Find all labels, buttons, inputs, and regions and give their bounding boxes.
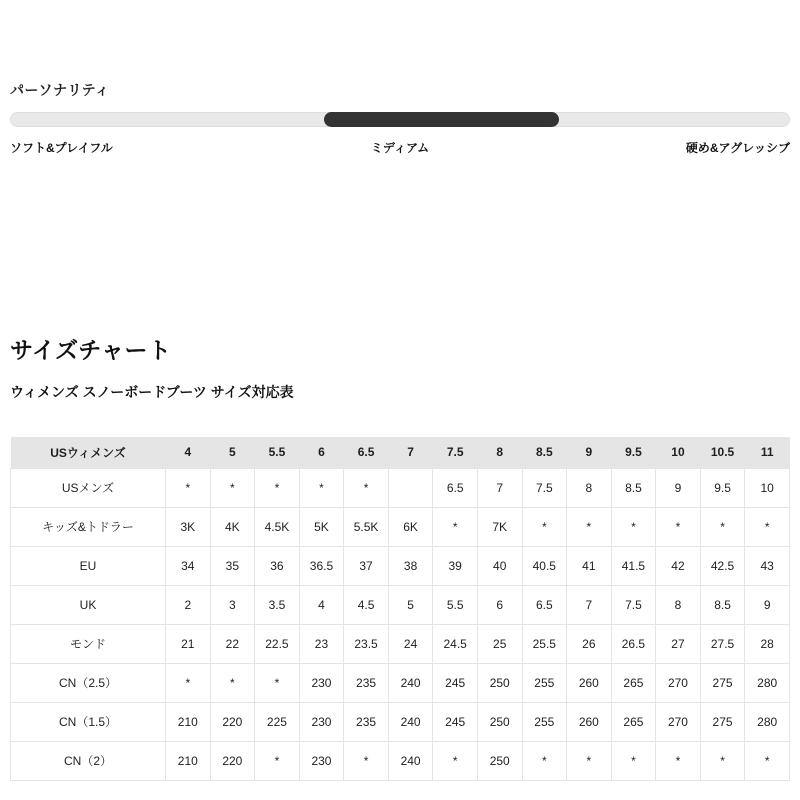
table-cell: 6 — [477, 585, 522, 624]
table-cell: * — [567, 507, 612, 546]
table-cell: 22.5 — [255, 624, 300, 663]
table-cell: 6.5 — [433, 468, 478, 507]
table-cell: 210 — [166, 702, 211, 741]
table-cell: 25.5 — [522, 624, 567, 663]
table-row — [11, 663, 790, 702]
table-cell: * — [522, 741, 567, 780]
column-header: 6.5 — [344, 437, 389, 468]
personality-label-stiff: 硬め&アグレッシブ — [685, 141, 790, 155]
table-row — [11, 585, 790, 624]
table-cell: * — [522, 507, 567, 546]
column-header: 9 — [567, 437, 612, 468]
table-cell: 6.5 — [522, 585, 567, 624]
table-cell: 265 — [611, 702, 656, 741]
table-cell: * — [433, 741, 478, 780]
table-cell: 24 — [388, 624, 433, 663]
table-cell: 42 — [656, 546, 701, 585]
table-cell: 230 — [299, 702, 344, 741]
table-cell: 40.5 — [522, 546, 567, 585]
column-header: 7 — [388, 437, 433, 468]
row-label: モンド — [11, 624, 166, 663]
table-cell: 270 — [656, 702, 701, 741]
table-cell: 7 — [567, 585, 612, 624]
table-cell: * — [210, 663, 255, 702]
table-cell: 9 — [745, 585, 790, 624]
table-cell: 3 — [210, 585, 255, 624]
column-header: 8.5 — [522, 437, 567, 468]
personality-slider-fill — [324, 112, 559, 127]
table-cell: 280 — [745, 702, 790, 741]
table-cell: 255 — [522, 702, 567, 741]
column-header: 10 — [656, 437, 701, 468]
personality-label-soft: ソフト&プレイフル — [10, 141, 113, 155]
table-cell: 240 — [388, 663, 433, 702]
column-header: 5 — [210, 437, 255, 468]
table-cell: 275 — [700, 702, 745, 741]
size-table-body — [11, 468, 790, 780]
table-cell: 240 — [388, 741, 433, 780]
table-cell: 26.5 — [611, 624, 656, 663]
table-cell: 8 — [567, 468, 612, 507]
table-cell: 26 — [567, 624, 612, 663]
table-cell: 210 — [166, 741, 211, 780]
table-cell: 43 — [745, 546, 790, 585]
row-label: CN（2.5） — [11, 663, 166, 702]
size-chart-subtitle: ウィメンズ スノーボードブーツ サイズ対応表 — [10, 384, 294, 400]
table-cell: 5.5 — [433, 585, 478, 624]
table-cell: 245 — [433, 663, 478, 702]
table-cell: 9.5 — [700, 468, 745, 507]
table-cell: 34 — [166, 546, 211, 585]
table-cell: 8 — [656, 585, 701, 624]
table-row — [11, 741, 790, 780]
table-cell: 25 — [477, 624, 522, 663]
table-cell: 36.5 — [299, 546, 344, 585]
table-row — [11, 702, 790, 741]
table-cell: * — [656, 507, 701, 546]
table-cell: 5K — [299, 507, 344, 546]
table-cell: 22 — [210, 624, 255, 663]
personality-label-medium: ミディアム — [370, 141, 430, 155]
size-chart-table-container — [10, 437, 790, 781]
table-cell: 230 — [299, 663, 344, 702]
table-cell: 240 — [388, 702, 433, 741]
table-cell: 5 — [388, 585, 433, 624]
table-cell: 275 — [700, 663, 745, 702]
table-cell: 35 — [210, 546, 255, 585]
row-scale-header: USウィメンズ — [11, 437, 166, 468]
table-cell: 7K — [477, 507, 522, 546]
table-cell: 230 — [299, 741, 344, 780]
table-cell: 270 — [656, 663, 701, 702]
table-cell: 24.5 — [433, 624, 478, 663]
row-label: EU — [11, 546, 166, 585]
table-row — [11, 468, 790, 507]
table-cell: * — [433, 507, 478, 546]
table-cell: 255 — [522, 663, 567, 702]
table-cell: * — [745, 741, 790, 780]
table-cell: * — [611, 741, 656, 780]
row-label: UK — [11, 585, 166, 624]
table-cell: * — [344, 468, 389, 507]
table-cell: * — [210, 468, 255, 507]
table-cell: * — [656, 741, 701, 780]
table-cell: * — [611, 507, 656, 546]
table-cell: 38 — [388, 546, 433, 585]
size-conversion-table — [10, 437, 790, 781]
column-header: 8 — [477, 437, 522, 468]
table-cell: 41.5 — [611, 546, 656, 585]
table-cell: 260 — [567, 702, 612, 741]
table-cell: 23 — [299, 624, 344, 663]
table-cell: 5.5K — [344, 507, 389, 546]
row-label: CN（2） — [11, 741, 166, 780]
table-cell: 265 — [611, 663, 656, 702]
table-cell: 220 — [210, 702, 255, 741]
table-cell: * — [166, 663, 211, 702]
table-cell: 6K — [388, 507, 433, 546]
table-cell: * — [700, 507, 745, 546]
table-cell — [388, 468, 433, 507]
table-cell: 250 — [477, 663, 522, 702]
personality-slider-labels — [10, 139, 790, 155]
table-cell: 37 — [344, 546, 389, 585]
table-row — [11, 624, 790, 663]
column-header: 9.5 — [611, 437, 656, 468]
table-cell: 220 — [210, 741, 255, 780]
table-cell: 7.5 — [611, 585, 656, 624]
table-cell: 8.5 — [611, 468, 656, 507]
table-header-row — [11, 437, 790, 468]
table-cell: 7.5 — [522, 468, 567, 507]
column-header: 4 — [166, 437, 211, 468]
table-cell: 4.5K — [255, 507, 300, 546]
table-cell: 7 — [477, 468, 522, 507]
column-header: 5.5 — [255, 437, 300, 468]
personality-section-title: パーソナリティ — [10, 82, 110, 98]
table-row — [11, 507, 790, 546]
table-cell: 40 — [477, 546, 522, 585]
row-label: CN（1.5） — [11, 702, 166, 741]
table-cell: 235 — [344, 702, 389, 741]
personality-slider-track — [10, 112, 790, 127]
table-cell: * — [700, 741, 745, 780]
table-cell: 27.5 — [700, 624, 745, 663]
row-label: キッズ&トドラー — [11, 507, 166, 546]
table-cell: * — [255, 663, 300, 702]
table-cell: 9 — [656, 468, 701, 507]
table-cell: 235 — [344, 663, 389, 702]
table-cell: 23.5 — [344, 624, 389, 663]
table-cell: * — [344, 741, 389, 780]
row-label: USメンズ — [11, 468, 166, 507]
table-row — [11, 546, 790, 585]
table-cell: * — [255, 468, 300, 507]
table-cell: 27 — [656, 624, 701, 663]
table-cell: 225 — [255, 702, 300, 741]
column-header: 10.5 — [700, 437, 745, 468]
table-cell: 280 — [745, 663, 790, 702]
table-cell: 39 — [433, 546, 478, 585]
table-cell: * — [567, 741, 612, 780]
table-cell: 36 — [255, 546, 300, 585]
column-header: 11 — [745, 437, 790, 468]
table-cell: 3K — [166, 507, 211, 546]
column-header: 7.5 — [433, 437, 478, 468]
table-cell: * — [745, 507, 790, 546]
size-chart-title: サイズチャート — [10, 337, 172, 363]
table-cell: 28 — [745, 624, 790, 663]
table-cell: 10 — [745, 468, 790, 507]
table-cell: 3.5 — [255, 585, 300, 624]
table-cell: 250 — [477, 741, 522, 780]
size-table-header — [11, 437, 790, 468]
table-cell: 4.5 — [344, 585, 389, 624]
table-cell: 42.5 — [700, 546, 745, 585]
table-cell: 245 — [433, 702, 478, 741]
table-cell: 21 — [166, 624, 211, 663]
table-cell: 2 — [166, 585, 211, 624]
table-cell: 8.5 — [700, 585, 745, 624]
table-cell: 4 — [299, 585, 344, 624]
table-cell: 260 — [567, 663, 612, 702]
column-header: 6 — [299, 437, 344, 468]
table-cell: * — [255, 741, 300, 780]
table-cell: * — [166, 468, 211, 507]
table-cell: 4K — [210, 507, 255, 546]
table-cell: 41 — [567, 546, 612, 585]
table-cell: * — [299, 468, 344, 507]
table-cell: 250 — [477, 702, 522, 741]
